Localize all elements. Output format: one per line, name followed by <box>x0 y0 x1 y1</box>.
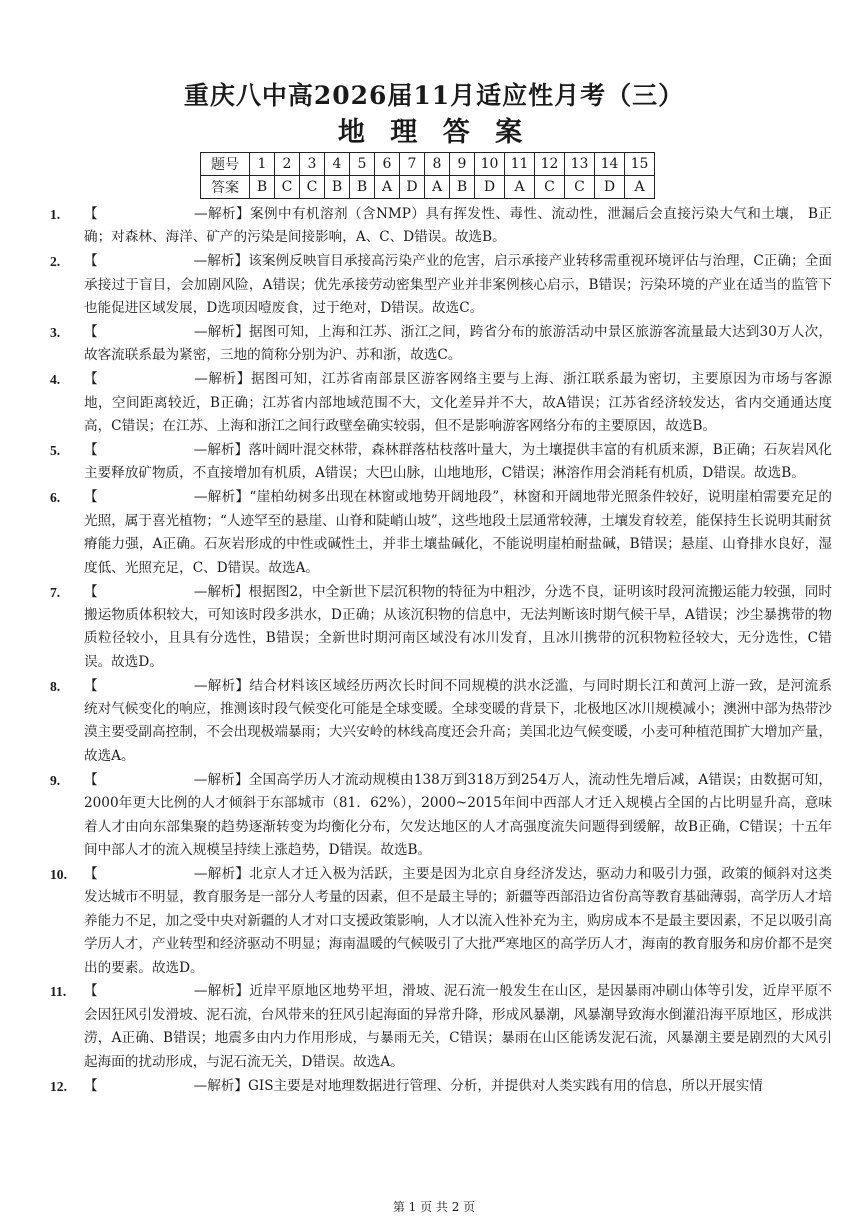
item-open-bracket: 【 <box>84 371 99 388</box>
explanation-item <box>50 203 832 250</box>
answer-cell: A <box>505 176 535 199</box>
item-number: 1. <box>50 207 61 222</box>
question-number: 1 <box>250 153 275 176</box>
item-tag: —解析】 <box>193 324 250 341</box>
item-open-bracket: 【 <box>84 983 98 1000</box>
item-text: “崖柏幼树多出现在林窗或地势开阔地段”，林窗和开阔地带光照条件较好，说明崖柏需要充足的光照，属于喜光植物；“人迹罕至的悬崖、山脊和陡峭山坡”，这些地段土层通常较薄，土壤发育较差，能保持生长说明其耐贫瘠能力强，A正确。石灰岩形成的中性或碱性土，并非土壤盐碱化，不能说明崖柏耐盐碱，B错误；悬崖、山脊排水良好，湿度低、光照充足，C、D错误。故选A。 <box>84 489 833 576</box>
item-open-bracket: 【 <box>84 771 98 788</box>
item-open-bracket: 【 <box>84 206 98 222</box>
answer-cell: B <box>325 176 350 199</box>
answer-cell: C <box>535 176 565 199</box>
item-text: 案例中有机溶剂（含NMP）具有挥发性、毒性、流动性，泄漏后会直接污染大气和土壤， B正确；对森林、海洋、矿产的污染是间接影响，A、C、D错误。故选B。 <box>84 206 832 246</box>
item-tag: —解析】 <box>193 442 249 459</box>
explanation-item <box>50 863 832 980</box>
item-tag: —解析】 <box>194 371 251 388</box>
item-open-bracket: 【 <box>84 583 98 600</box>
item-number: 2. <box>50 254 61 270</box>
item-number: 6. <box>50 490 61 506</box>
item-text: 落叶阔叶混交林带，森林群落枯枝落叶量大，为土壤提供丰富的有机质来源，B正确；石灰岩风化主要释放矿物质，不直接增加有机质，A错误；大巴山脉，山地地形，C错误；淋溶作用会消耗有机质，D错误。故选B。 <box>84 442 833 482</box>
explanation-item <box>50 581 832 675</box>
item-number: 5. <box>50 443 61 459</box>
item-tag: —解析】 <box>194 206 250 222</box>
answer-cell: C <box>565 176 595 199</box>
answer-cell: B <box>450 176 475 199</box>
item-tag: —解析】 <box>193 253 249 270</box>
answer-cell: B <box>350 176 375 199</box>
item-number: 9. <box>50 772 61 788</box>
item-number: 10. <box>50 866 67 882</box>
question-number: 2 <box>275 153 300 176</box>
answer-table-number-row <box>201 153 655 176</box>
explanation-item <box>50 486 832 580</box>
page-footer: 第 1 页 共 2 页 <box>392 1200 476 1214</box>
explanation-item <box>50 321 832 368</box>
explanation-item <box>50 250 832 320</box>
question-number: 3 <box>300 153 325 176</box>
question-number: 7 <box>400 153 425 176</box>
item-tag: —解析】 <box>193 865 250 882</box>
answer-cell: B <box>250 176 275 199</box>
item-text: 全国高学历人才流动规模由138万到318万到254万人，流动性先增后减，A错误；由数据可知，2000年更大比例的人才倾斜于东部城市（81．62%），2000~2015年间中西部人才迁入规模占全国的占比明显升高，意味着人才由向东部集聚的趋势逐渐转变为均衡化分布，欠发达地区的人才高强度流失问题得到缓解，故B正确，C错误；十五年间中部人才的流入规模呈持续上涨趋势，D错误。故选B。 <box>84 771 833 858</box>
item-number: 12. <box>50 1078 67 1094</box>
answer-cell: D <box>475 176 505 199</box>
item-open-bracket: 【 <box>84 865 98 882</box>
item-text: 北京人才迁入极为活跃，主要是因为北京自身经济发达，驱动力和吸引力强，政策的倾斜对这类发达城市不明显，教育服务是一部分人考量的因素，但不是最主导的；新疆等西部沿边省份高等教育基础薄弱，高学历人才培养能力不足，加之受中央对新疆的人才对口支援政策影响，人才以流入性补充为主，购房成本不是最主要因素，不足以吸引高学历人才，产业转型和经济驱动不明显；海南温暖的气候吸引了大批严寒地区的高学历人才，海南的教育服务和房价都不是突出的要素。故选D。 <box>84 865 833 976</box>
question-number: 9 <box>450 153 475 176</box>
item-open-bracket: 【 <box>84 677 98 694</box>
explanation-item <box>50 980 832 1074</box>
item-tag: —解析】 <box>193 677 250 694</box>
item-text: 据图可知，江苏省南部景区游客网络主要与上海、浙江联系最为密切，主要原因为市场与客源地，空间距离较近，B正确；江苏省内部地域范围不大，文化差异并不大，故A错误；江苏省经济较发达，省内交通通达度高，C错误；在江苏、上海和浙江之间行政壁垒确实较弱，但不是影响游客网络分布的主要原因，故选B。 <box>84 371 833 435</box>
item-text: 据图可知，上海和江苏、浙江之间，跨省分布的旅游活动中景区旅游客流量最大达到30万人次，故客流联系最为紧密，三地的简称分别为沪、苏和浙，故选C。 <box>84 324 833 364</box>
question-number: 14 <box>595 153 625 176</box>
item-tag: —解析】 <box>193 983 250 1000</box>
item-tag: —解析】 <box>193 771 249 788</box>
item-text: 近岸平原地区地势平坦，滑坡、泥石流一般发生在山区，是因暴雨冲刷山体等引发，近岸平原不会因狂风引发滑坡、泥石流，台风带来的狂风引起海面的异常升降，形成风暴潮，风暴潮导致海水倒灌沿海平原地区，形成洪涝，A正确、B错误；地震多由内力作用形成，与暴雨无关，C错误；暴雨在山区能诱发泥石流，风暴潮主要是剧烈的大风引起海面的扰动形成，与泥石流无关，D错误。故选A。 <box>84 983 833 1070</box>
item-number: 3. <box>50 325 61 341</box>
question-number: 11 <box>505 153 535 176</box>
item-number: 7. <box>50 584 61 600</box>
question-number: 10 <box>475 153 505 176</box>
item-tag: —解析】 <box>193 489 250 506</box>
item-open-bracket: 【 <box>84 1077 98 1094</box>
item-tag: —解析】 <box>193 583 249 600</box>
question-number: 6 <box>375 153 400 176</box>
answer-table-answer-row <box>201 176 655 199</box>
question-number: 13 <box>565 153 595 176</box>
item-open-bracket: 【 <box>84 324 98 341</box>
item-tag: —解析】 <box>193 1077 248 1094</box>
question-number: 15 <box>625 153 655 176</box>
question-number: 4 <box>325 153 350 176</box>
answer-cell: A <box>625 176 655 199</box>
item-number: 8. <box>50 678 61 694</box>
explanation-item <box>50 675 832 769</box>
answer-cell: A <box>375 176 400 199</box>
explanation-item <box>50 769 832 863</box>
page-subtitle: 地 理 答 案 <box>337 117 531 148</box>
item-number: 11. <box>50 984 67 1000</box>
item-open-bracket: 【 <box>84 253 98 270</box>
answer-table-row-label: 题号 <box>201 153 250 176</box>
answer-cell: A <box>425 176 450 199</box>
item-text: GIS主要是对地理数据进行管理、分析，并提供对人类实践有用的信息，所以开展实情 <box>247 1077 763 1094</box>
item-open-bracket: 【 <box>84 489 98 506</box>
answer-table-row-label: 答案 <box>201 176 250 199</box>
explanation-item <box>50 439 832 486</box>
answer-cell: D <box>595 176 625 199</box>
answer-table <box>200 152 655 199</box>
answer-cell: C <box>300 176 325 199</box>
explanation-item <box>50 368 832 438</box>
item-text: 根据图2，中全新世下层沉积物的特征为中粗沙，分选不良，证明该时段河流搬运能力较强，同时搬运物质体积较大，可知该时段多洪水，D正确；从该沉积物的信息中，无法判断该时期气候干旱，A错误；沙尘暴携带的物质粒径较小，且具有分选性，B错误；全新世时期河南区域没有冰川发育，且冰川携带的沉积物粒径较大，无分选性，C错误。故选D。 <box>84 583 833 670</box>
item-number: 4. <box>50 372 61 388</box>
explanation-item <box>50 1075 832 1098</box>
answer-cell: D <box>400 176 425 199</box>
item-open-bracket: 【 <box>84 442 98 459</box>
item-text: 该案例反映盲目承接高污染产业的危害，启示承接产业转移需重视环境评估与治理，C正确；全面承接过于盲目，会加剧风险，A错误；优先承接劳动密集型产业并非案例核心启示，B错误；污染环境的产业在适当的监管下也能促进区域发展，D选项因噎废食，过于绝对，D错误。故选C。 <box>84 253 833 317</box>
question-number: 12 <box>535 153 565 176</box>
explanation-list <box>50 203 832 1098</box>
question-number: 8 <box>425 153 450 176</box>
answer-cell: C <box>275 176 300 199</box>
page-title: 重庆八中高2026届11月适应性月考（三） <box>183 81 685 110</box>
question-number: 5 <box>350 153 375 176</box>
item-text: 结合材料该区域经历两次长时间不同规模的洪水泛滥，与同时期长江和黄河上游一致，是河流系统对气候变化的响应，推测该时段气候变化可能是全球变暖。全球变暖的背景下，北极地区冰川规模减小；澳洲中部为热带沙漠主要受副高控制，不会出现极端暴雨；大兴安岭的林线高度还会升高；美国北边气候变暖，小麦可种植范围扩大增加产量，故选A。 <box>84 677 833 764</box>
